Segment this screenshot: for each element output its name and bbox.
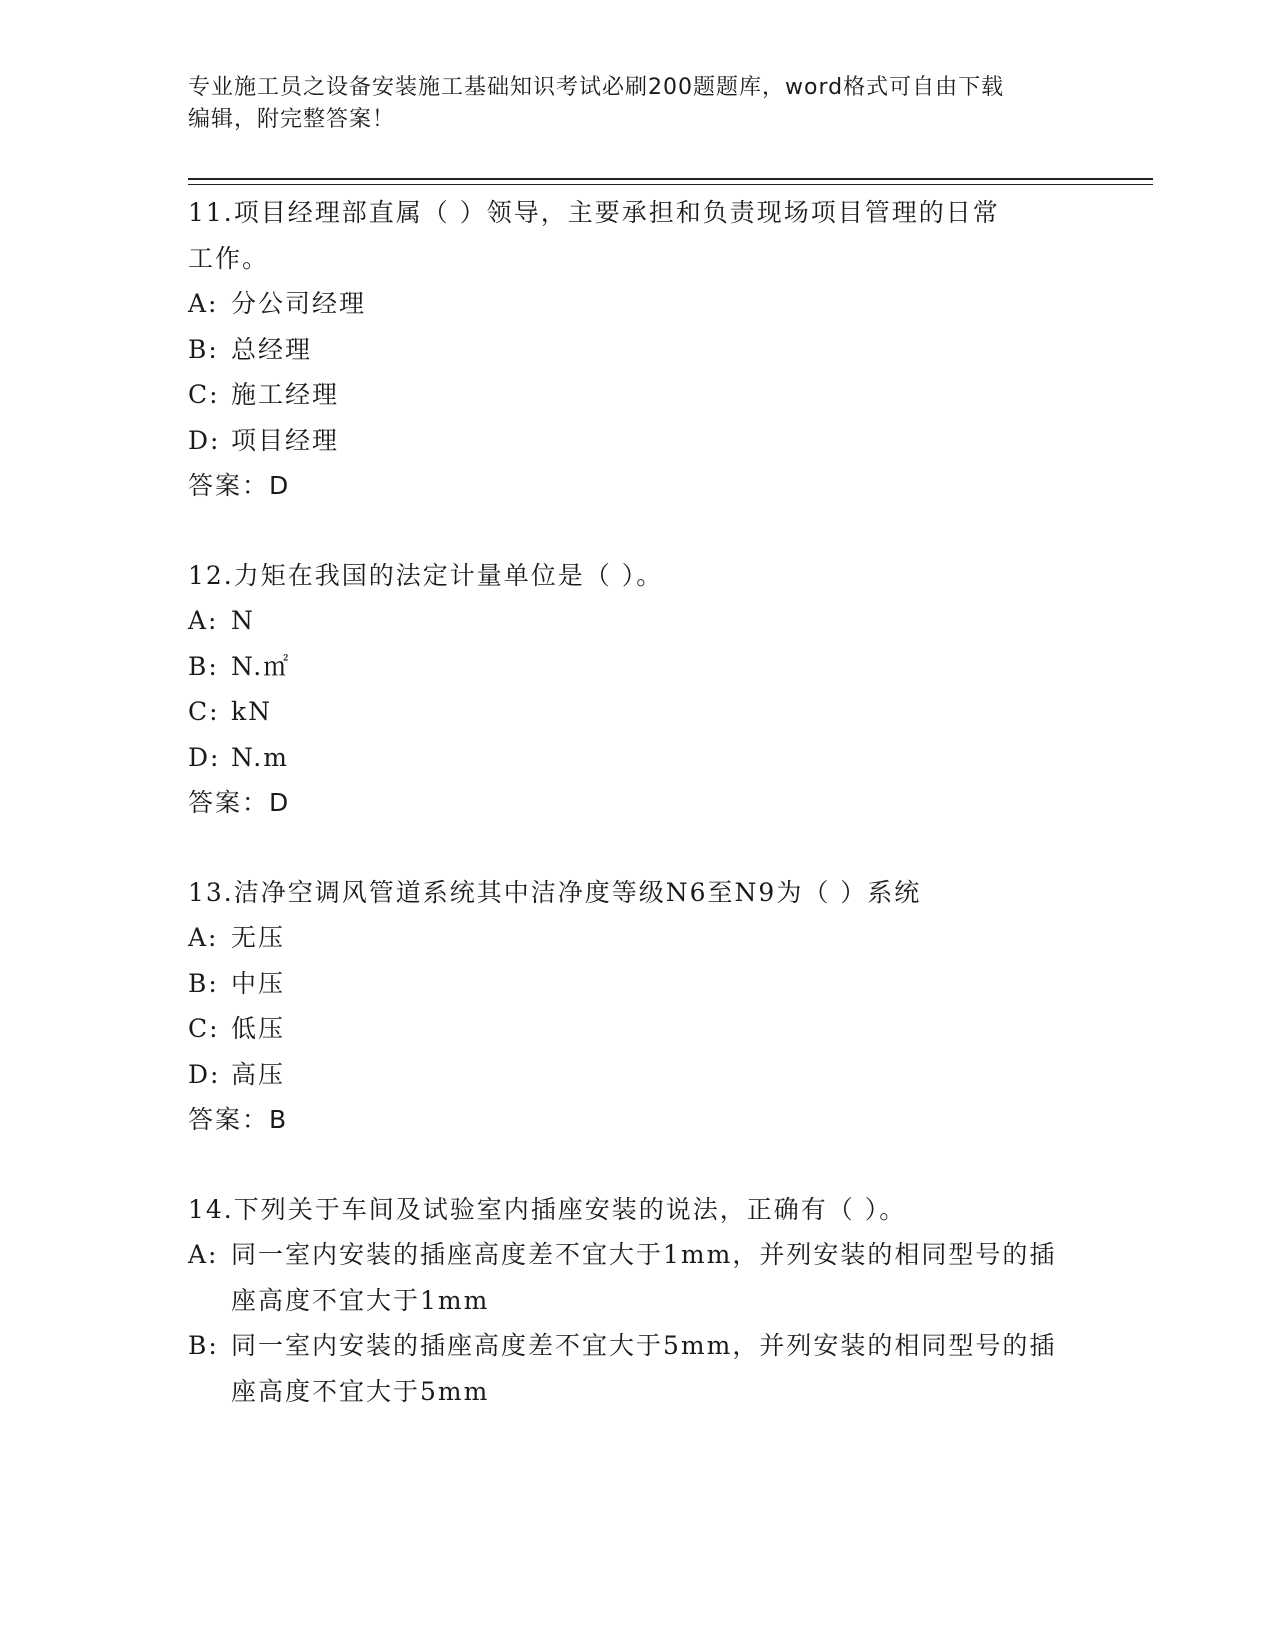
header-line-2: 编辑，附完整答案！ xyxy=(188,107,396,132)
option-letter: A: xyxy=(188,923,219,952)
option-a xyxy=(188,281,1068,327)
question-stem: 12.力矩在我国的法定计量单位是（ ）。 xyxy=(188,560,664,590)
document-header xyxy=(188,72,1068,136)
option-a xyxy=(188,598,1068,644)
option-text: kN xyxy=(231,697,273,726)
option-letter: B: xyxy=(188,651,219,681)
option-letter: C: xyxy=(188,697,220,726)
answer-label: 答案： xyxy=(188,1105,270,1134)
option-text: 同一室内安装的插座高度差不宜大于5mm，并列安装的相同型号的插座高度不宜大于5mm xyxy=(231,1331,1057,1406)
option-text: 低压 xyxy=(231,1014,286,1043)
option-letter: B: xyxy=(188,334,219,364)
question-list xyxy=(188,190,1068,1414)
answer-value: B xyxy=(269,1105,289,1134)
option-b xyxy=(188,1323,1068,1414)
option-a xyxy=(188,915,1068,961)
option-b xyxy=(188,644,1068,690)
option-text: N xyxy=(231,606,255,635)
question-11 xyxy=(188,190,1068,509)
question-stem: 13.洁净空调风管道系统其中洁净度等级N6至N9为（ ）系统 xyxy=(188,877,922,907)
answer-line xyxy=(188,1097,1068,1143)
option-c xyxy=(188,372,1068,418)
option-text: 中压 xyxy=(231,968,286,998)
answer-label: 答案： xyxy=(188,788,270,817)
option-letter: B: xyxy=(188,968,219,998)
option-text: 施工经理 xyxy=(231,380,340,409)
question-14 xyxy=(188,1187,1068,1415)
option-b xyxy=(188,327,1068,373)
option-c xyxy=(188,689,1068,735)
option-d xyxy=(188,1052,1068,1098)
option-text: N.m xyxy=(231,742,289,772)
option-letter: C: xyxy=(188,1014,220,1043)
option-letter: D: xyxy=(188,1059,221,1089)
option-text: 项目经理 xyxy=(231,425,340,455)
answer-line xyxy=(188,463,1068,509)
question-stem: 11.项目经理部直属（ ）领导，主要承担和负责现场项目管理的日常 xyxy=(188,198,1000,227)
option-c xyxy=(188,1006,1068,1052)
option-text: N.㎡ xyxy=(231,651,291,681)
question-13 xyxy=(188,870,1068,1143)
question-stem-continued: 工作。 xyxy=(188,243,270,273)
option-text: 总经理 xyxy=(231,334,313,364)
option-text: 无压 xyxy=(231,923,286,952)
option-letter: B: xyxy=(188,1331,219,1360)
option-text: 分公司经理 xyxy=(231,289,367,318)
answer-value: D xyxy=(269,788,291,817)
option-letter: A: xyxy=(188,1240,219,1269)
option-letter: C: xyxy=(188,380,220,409)
question-12 xyxy=(188,553,1068,826)
option-letter: A: xyxy=(188,289,219,318)
option-d xyxy=(188,735,1068,781)
option-letter: A: xyxy=(188,606,219,635)
header-line-1: 专业施工员之设备安装施工基础知识考试必刷200题题库，word格式可自由下载 xyxy=(188,75,1005,100)
option-d xyxy=(188,418,1068,464)
answer-label: 答案： xyxy=(188,471,270,500)
header-divider-thick xyxy=(188,178,1153,180)
option-text: 高压 xyxy=(231,1059,286,1089)
option-text: 同一室内安装的插座高度差不宜大于1mm，并列安装的相同型号的插座高度不宜大于1mm xyxy=(231,1240,1057,1315)
option-letter: D: xyxy=(188,425,221,455)
answer-line xyxy=(188,780,1068,826)
question-stem: 14.下列关于车间及试验室内插座安装的说法，正确有（ ）。 xyxy=(188,1194,907,1224)
answer-value: D xyxy=(269,471,291,500)
option-letter: D: xyxy=(188,742,221,772)
option-b xyxy=(188,961,1068,1007)
option-a xyxy=(188,1232,1068,1323)
header-divider-thin xyxy=(188,184,1153,185)
